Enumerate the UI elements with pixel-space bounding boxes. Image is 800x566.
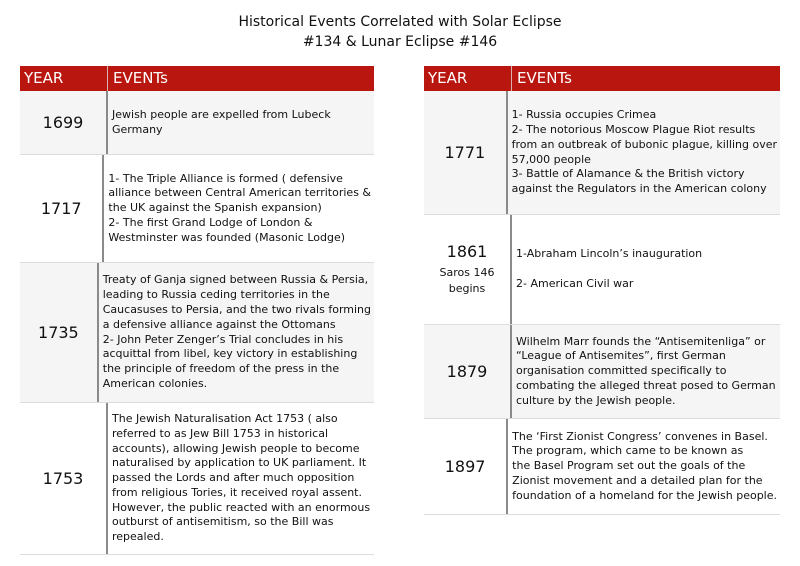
event-line: The Jewish Naturalisation Act 1753 ( also	[112, 411, 338, 425]
events-cell	[99, 263, 374, 402]
event-line: However, the public reacted with an enormous	[112, 500, 371, 514]
saros-note: Saros 146 begins	[439, 266, 495, 295]
event-line: 2- The notorious Moscow Plague Riot results	[511, 122, 756, 136]
table-row	[20, 263, 374, 403]
right-table	[424, 66, 780, 515]
year-header: YEAR	[424, 66, 512, 91]
year-label: 1879	[446, 361, 488, 381]
event-line: “League of Antisemites”, first German	[516, 349, 726, 363]
events-cell	[108, 403, 374, 554]
event-line: 2- American Civil war	[516, 277, 634, 290]
event-line: 1-Abraham Lincoln’s inauguration	[516, 247, 703, 261]
event-line: passed the Lords and after much opposition	[112, 471, 355, 485]
year-header: YEAR	[20, 66, 108, 91]
year-cell	[20, 263, 99, 402]
event-line: naturalised by application to UK parliament. It	[112, 456, 367, 470]
event-line: alliance between Central American territories &	[108, 186, 371, 200]
events-cell	[512, 215, 780, 324]
year-cell	[20, 91, 108, 154]
title-line-2: #134 & Lunar Eclipse #146	[302, 34, 498, 50]
left-table	[20, 66, 374, 555]
table-row	[424, 91, 780, 215]
title-line-1: Historical Events Correlated with Solar Eclipse	[238, 14, 562, 30]
event-line	[516, 262, 777, 277]
event-line: a defensive alliance against the Ottomans	[102, 317, 336, 331]
event-line: The program, which came to be known as	[512, 444, 744, 458]
event-line: leading to Russia ceding territories in the	[102, 288, 330, 302]
year-cell	[424, 419, 508, 514]
event-line: referred to as Jew Bill 1753 in historical	[112, 426, 329, 440]
event-line: the Basel Program set out the goals of the	[512, 459, 746, 473]
events-cell	[508, 419, 780, 514]
event-line: the UK against the Spanish expansion)	[108, 201, 322, 215]
event-line: 2- The first Grand Lodge of London &	[108, 215, 313, 229]
events-cell	[104, 155, 374, 262]
table-row	[20, 91, 374, 155]
event-line: foundation of a homeland for the Jewish people.	[512, 488, 777, 502]
event-line: Germany	[112, 122, 163, 136]
event-line: acquittal from libel, key victory in establishing	[102, 347, 358, 361]
event-line: Wilhelm Marr founds the “Antisemitenliga” or	[516, 334, 766, 348]
event-line: repealed.	[112, 530, 164, 544]
table-row	[424, 325, 780, 419]
events-header: EVENTs	[113, 69, 168, 87]
events-header: EVENTs	[517, 69, 572, 87]
event-line: outburst of antisemitism, so the Bill was	[112, 515, 334, 529]
event-line: combating the alleged threat posed to German	[516, 378, 776, 392]
year-label: 1897	[444, 456, 486, 476]
year-cell	[424, 215, 512, 324]
year-cell	[20, 155, 104, 262]
right-table-header	[424, 66, 780, 91]
year-label: 1717	[40, 198, 82, 218]
event-line: from an outbreak of bubonic plague, killing over	[511, 137, 777, 151]
events-cell	[508, 91, 780, 214]
event-line: against the Regulators in the American colony	[511, 182, 767, 196]
table-row	[20, 403, 374, 555]
event-line: from religious Tories, it received royal assent.	[112, 485, 362, 499]
event-line: American colonies.	[102, 376, 208, 390]
event-line: culture by the Jewish people.	[516, 393, 676, 407]
table-row	[20, 155, 374, 263]
event-line: Treaty of Ganja signed between Russia & Persia,	[102, 273, 369, 287]
event-line: Zionist movement and a detailed plan for the	[512, 473, 763, 487]
event-line: 57,000 people	[511, 152, 591, 166]
year-label: 1861	[446, 242, 488, 261]
event-line: Westminster was founded (Masonic Lodge)	[108, 230, 346, 244]
event-line: Caucasuses to Persia, and the two rivals forming	[102, 302, 371, 316]
year-cell	[424, 325, 512, 418]
year-label: 1735	[38, 322, 79, 342]
event-line: Jewish people are expelled from Lubeck	[112, 107, 331, 121]
year-label: 1753	[42, 468, 84, 488]
event-line: 1- The Triple Alliance is formed ( defensive	[108, 171, 343, 185]
event-line: the principle of freedom of the press in the	[102, 362, 340, 376]
events-cell	[512, 325, 780, 418]
table-row	[424, 419, 780, 515]
event-line: 3- Battle of Alamance & the British victory	[511, 167, 745, 181]
left-table-header	[20, 66, 374, 91]
year-cell	[20, 403, 108, 554]
events-cell	[108, 91, 374, 154]
event-line: 1- Russia occupies Crimea	[511, 108, 657, 122]
event-line: organisation committed specifically to	[516, 364, 727, 378]
event-line: accounts), allowing Jewish people to become	[112, 441, 360, 455]
event-line: 2- John Peter Zenger’s Trial concludes in his	[102, 332, 344, 346]
event-line: The ‘First Zionist Congress’ convenes in Basel.	[512, 429, 768, 443]
year-label: 1771	[444, 142, 486, 162]
year-cell	[424, 91, 508, 214]
page-title	[0, 12, 800, 52]
table-row	[424, 215, 780, 325]
year-label: 1699	[42, 112, 84, 132]
